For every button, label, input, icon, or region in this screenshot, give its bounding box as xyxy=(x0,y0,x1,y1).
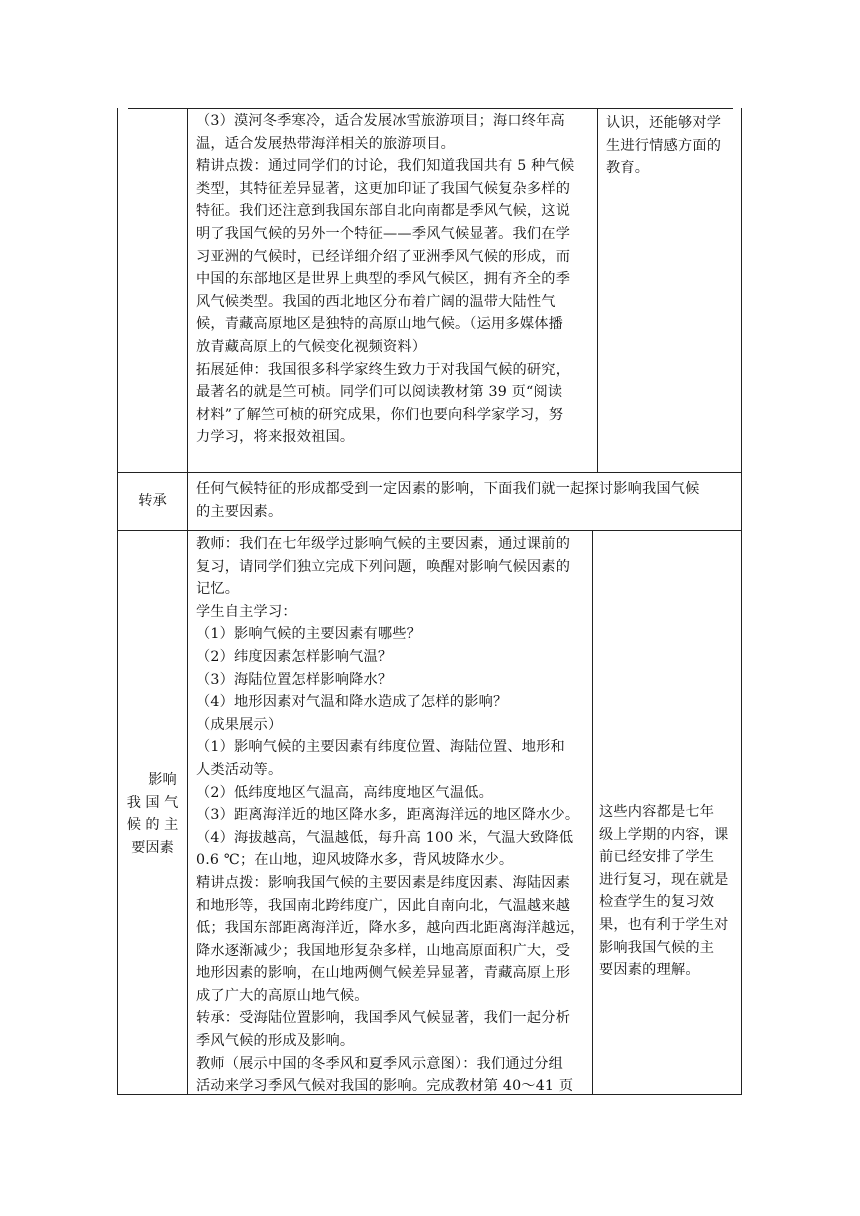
section1-line: 明了我国气候的另外一个特征——季风气候显著。我们在学 xyxy=(196,225,571,242)
section1-line: 温，适合发展热带海洋相关的旅游项目。 xyxy=(196,135,455,152)
note-line: 果，也有利于学生对 xyxy=(599,916,729,933)
section1-line: 材料”了解竺可桢的研究成果，你们也要向科学家学习，努 xyxy=(196,406,564,423)
section3-line: 教师（展示中国的冬季风和夏季风示意图）：我们通过分组 xyxy=(196,1055,563,1072)
section3-line: （3）海陆位置怎样影响降水？ xyxy=(196,671,393,688)
label-line: 候 的 主 xyxy=(126,817,179,834)
section3-line: 复习，请同学们独立完成下列问题，唤醒对影响气候因素的 xyxy=(196,558,571,575)
section3-line: 学生自主学习： xyxy=(196,603,297,620)
row-divider-2 xyxy=(117,530,742,531)
section3-line: （2）低纬度地区气温高，高纬度地区气温低。 xyxy=(196,784,493,801)
label-line: 我 国 气 xyxy=(126,794,179,811)
section3-line: 0.6 ℃；在山地，迎风坡降水多，背风坡降水少。 xyxy=(196,852,514,869)
section3-line: 活动来学习季风气候对我国的影响。完成教材第 40～41 页 xyxy=(196,1078,574,1095)
table-border-right xyxy=(741,108,742,1095)
note-line: 教育。 xyxy=(606,160,650,177)
section3-label xyxy=(118,769,187,859)
section1-line: 中国的东部地区是世界上典型的季风气候区，拥有齐全的季 xyxy=(196,271,571,288)
note-line: 前已经安排了学生 xyxy=(599,849,715,866)
section2-line: 任何气候特征的形成都受到一定因素的影响，下面我们就一起探讨影响我国气候 xyxy=(196,481,700,497)
section3-line: （4）海拔越高，气温越低，每升高 100 米，气温大致降低 xyxy=(196,829,574,846)
note-line: 这些内容都是七年 xyxy=(599,804,715,820)
column-divider-note-1 xyxy=(597,108,598,473)
label-line: 影响 xyxy=(148,772,177,788)
section3-line: 降水逐渐减少；我国地形复杂多样，山地高原面积广大，受 xyxy=(196,942,571,959)
section3-line: （4）地形因素对气温和降水造成了怎样的影响？ xyxy=(196,694,508,711)
table-border-left xyxy=(117,108,118,1095)
section3-line: （3）距离海洋近的地区降水多，距离海洋远的地区降水少。 xyxy=(196,807,580,824)
section3-line: 地形因素的影响，在山地两侧气候差异显著，青藏高原上形 xyxy=(196,965,571,982)
section2-content xyxy=(196,478,741,523)
section1-line: 类型，其特征差异显著，这更加印证了我国气候复杂多样的 xyxy=(196,180,571,197)
section3-line: 精讲点拨：影响我国气候的主要因素是纬度因素、海陆因素 xyxy=(196,874,571,891)
section3-line: 和地形等，我国南北跨纬度广，因此自南向北，气温越来越 xyxy=(196,897,571,914)
section1-line: 拓展延伸：我国很多科学家终生致力于对我国气候的研究， xyxy=(196,361,571,378)
section1-line: 力学习，将来报效祖国。 xyxy=(196,429,355,446)
section2-label: 转承 xyxy=(138,493,167,509)
section1-line: 候，青藏高原地区是独特的高原山地气候。（运用多媒体播 xyxy=(196,316,563,333)
label-line: 要因素 xyxy=(131,839,174,856)
section3-line: （2）纬度因素怎样影响气温？ xyxy=(196,648,393,665)
section3-line: （1）影响气候的主要因素有纬度位置、海陆位置、地形和 xyxy=(196,739,565,756)
section1-line: （3）漠河冬季寒冷，适合发展冰雪旅游项目；海口终年高 xyxy=(196,113,565,129)
note-line: 认识，还能够对学 xyxy=(606,115,722,131)
section1-line: 放青藏高原上的气候变化视频资料） xyxy=(196,338,427,355)
note-line: 要因素的理解。 xyxy=(599,962,700,979)
section3-note xyxy=(599,801,739,982)
section1-line: 特征。我们还注意到我国东部自北向南都是季风气候，这说 xyxy=(196,203,571,220)
section3-line: （1）影响气候的主要因素有哪些？ xyxy=(196,626,422,643)
section1-line: 最著名的就是竺可桢。同学们可以阅读教材第 39 页“阅读 xyxy=(196,384,563,401)
note-line: 检查学生的复习效 xyxy=(599,894,715,911)
note-line: 生进行情感方面的 xyxy=(606,137,722,154)
section3-content xyxy=(196,533,590,1098)
section3-line: 季风气候的形成及影响。 xyxy=(196,1033,355,1050)
section3-line: 成了广大的高原山地气候。 xyxy=(196,987,369,1004)
row-divider-1 xyxy=(117,472,742,473)
section2-line: 的主要因素。 xyxy=(196,503,283,520)
section1-note xyxy=(606,112,738,180)
section3-line: （成果展示） xyxy=(196,716,283,733)
section1-line: 习亚洲的气候时，已经详细介绍了亚洲季风气候的形成，而 xyxy=(196,248,571,265)
section1-line: 精讲点拨：通过同学们的讨论，我们知道我国共有 5 种气候 xyxy=(196,158,575,175)
column-divider-note-3 xyxy=(592,530,593,1095)
section1-line: 风气候类型。我国的西北地区分布着广阔的温带大陆性气 xyxy=(196,293,556,310)
section1-content xyxy=(196,110,594,449)
note-line: 影响我国气候的主 xyxy=(599,939,715,956)
header-rule xyxy=(128,108,733,109)
section3-line: 低；我国东部距离海洋近，降水多，越向西北距离海洋越远， xyxy=(196,920,585,937)
section3-line: 转承：受海陆位置影响，我国季风气候显著，我们一起分析 xyxy=(196,1010,571,1027)
section3-line: 教师：我们在七年级学过影响气候的主要因素，通过课前的 xyxy=(196,536,571,552)
note-line: 进行复习，现在就是 xyxy=(599,871,729,888)
column-divider-label xyxy=(187,108,188,1095)
section3-line: 人类活动等。 xyxy=(196,761,283,778)
section3-line: 记忆。 xyxy=(196,581,240,598)
note-line: 级上学期的内容，课 xyxy=(599,826,729,843)
